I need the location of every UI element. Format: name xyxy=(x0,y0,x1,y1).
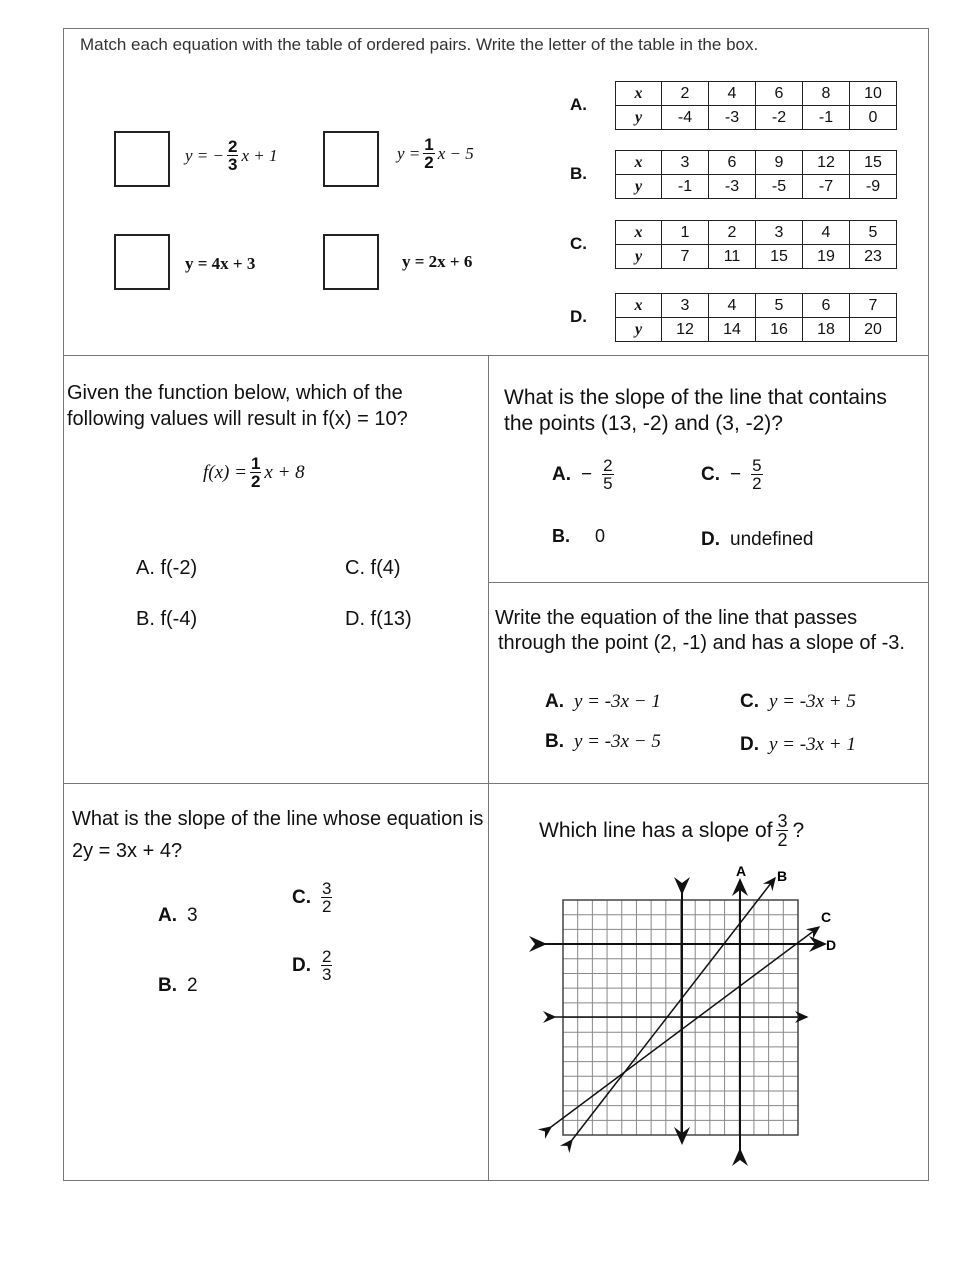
table-cell: 4 xyxy=(803,221,850,245)
table-cell: -2 xyxy=(756,106,803,130)
row-header: x xyxy=(616,151,662,175)
question-text: What is the slope of the line whose equation is xyxy=(72,808,484,830)
option-a[interactable]: A. f(-2) xyxy=(136,557,198,579)
option-c[interactable]: C. − $\frac{5}{2}$ xyxy=(701,456,762,493)
row-header: x xyxy=(616,221,662,245)
line-b xyxy=(572,878,775,1140)
question-text: following values will result in f(x) = 10? xyxy=(67,408,408,430)
table-cell: 3 xyxy=(662,294,709,318)
table-cell: 8 xyxy=(803,82,850,106)
table-label: B. xyxy=(570,164,587,183)
option-d[interactable]: D. undefined xyxy=(701,529,814,550)
table-cell: 20 xyxy=(850,318,897,342)
table-cell: 7 xyxy=(850,294,897,318)
row-header: y xyxy=(616,175,662,199)
table-cell: 6 xyxy=(756,82,803,106)
table-cell: 16 xyxy=(756,318,803,342)
equation-3: y = 4x + 3 xyxy=(185,254,256,273)
table-cell: 19 xyxy=(803,245,850,269)
line-label: B xyxy=(777,868,788,884)
table-cell: 15 xyxy=(756,245,803,269)
table-cell: -4 xyxy=(662,106,709,130)
table-cell: 11 xyxy=(709,245,756,269)
equation-2: y = $\frac{1}{2}$ x − 5 xyxy=(397,135,474,172)
option-b[interactable]: B. 0 xyxy=(552,526,606,546)
function-equation: f(x) = $\frac{1}{2}$ x + 8 xyxy=(203,454,305,491)
table-cell: -5 xyxy=(756,175,803,199)
table-cell: 14 xyxy=(709,318,756,342)
table-cell: 1 xyxy=(662,221,709,245)
option-b[interactable]: B. f(-4) xyxy=(136,608,198,630)
instruction: Match each equation with the table of ordered pairs. Write the letter of the table in the box. xyxy=(80,35,759,54)
table-cell: 9 xyxy=(756,151,803,175)
question-text: Write the equation of the line that passes xyxy=(495,607,858,629)
table-cell: 6 xyxy=(803,294,850,318)
table-cell: 23 xyxy=(850,245,897,269)
table-cell: 2 xyxy=(709,221,756,245)
table-cell: -7 xyxy=(803,175,850,199)
table-cell: 7 xyxy=(662,245,709,269)
table-cell: 4 xyxy=(709,294,756,318)
equation-4: y = 2x + 6 xyxy=(402,252,473,271)
table-cell: 4 xyxy=(709,82,756,106)
line-c xyxy=(551,927,819,1127)
table-cell: 5 xyxy=(850,221,897,245)
table-cell: 5 xyxy=(756,294,803,318)
table-cell: 2 xyxy=(662,82,709,106)
option-d[interactable]: D. $\frac{2}{3}$ xyxy=(292,947,332,984)
table-cell: -3 xyxy=(709,106,756,130)
option-c[interactable]: C. $\frac{3}{2}$ xyxy=(292,879,332,916)
row-header: x xyxy=(616,294,662,318)
row-header: y xyxy=(616,245,662,269)
question-text: What is the slope of the line that contains xyxy=(504,386,887,409)
equation-1: y = − $\frac{2}{3}$ x + 1 xyxy=(185,137,278,174)
table-cell: 6 xyxy=(709,151,756,175)
table-cell: -1 xyxy=(662,175,709,199)
table-cell: 18 xyxy=(803,318,850,342)
row-header: y xyxy=(616,106,662,130)
row-header: y xyxy=(616,318,662,342)
option-c[interactable]: C. f(4) xyxy=(345,557,401,579)
table-cell: -9 xyxy=(850,175,897,199)
option-d[interactable]: D. f(13) xyxy=(345,608,412,630)
line-label: A xyxy=(736,863,747,879)
option-d[interactable]: D. y = -3x + 1 xyxy=(740,734,856,755)
line-label: C xyxy=(821,909,832,925)
line-label: D xyxy=(826,937,837,953)
question-text: through the point (2, -1) and has a slope of -3. xyxy=(498,632,905,654)
table-cell: -3 xyxy=(709,175,756,199)
option-b[interactable]: B. 2 xyxy=(158,975,198,996)
table-label: A. xyxy=(570,95,587,114)
table-cell: 3 xyxy=(756,221,803,245)
option-b[interactable]: B. y = -3x − 5 xyxy=(545,731,661,752)
table-cell: -1 xyxy=(803,106,850,130)
table-cell: 10 xyxy=(850,82,897,106)
table-cell: 0 xyxy=(850,106,897,130)
table-label: D. xyxy=(570,307,587,326)
option-c[interactable]: C. y = -3x + 5 xyxy=(740,691,856,712)
question-text: Which line has a slope of $\frac{3}{2}$ ? xyxy=(539,811,805,850)
option-a[interactable]: A. y = -3x − 1 xyxy=(545,691,661,712)
table-cell: 12 xyxy=(803,151,850,175)
table-cell: 15 xyxy=(850,151,897,175)
question-text: Given the function below, which of the xyxy=(67,382,403,404)
row-header: x xyxy=(616,82,662,106)
table-cell: 12 xyxy=(662,318,709,342)
table-cell: 3 xyxy=(662,151,709,175)
question-text: 2y = 3x + 4? xyxy=(72,840,183,862)
table-label: C. xyxy=(570,234,587,253)
option-a[interactable]: A. − $\frac{2}{5}$ xyxy=(552,456,613,493)
option-a[interactable]: A. 3 xyxy=(158,905,198,926)
question-text: the points (13, -2) and (3, -2)? xyxy=(504,412,783,435)
